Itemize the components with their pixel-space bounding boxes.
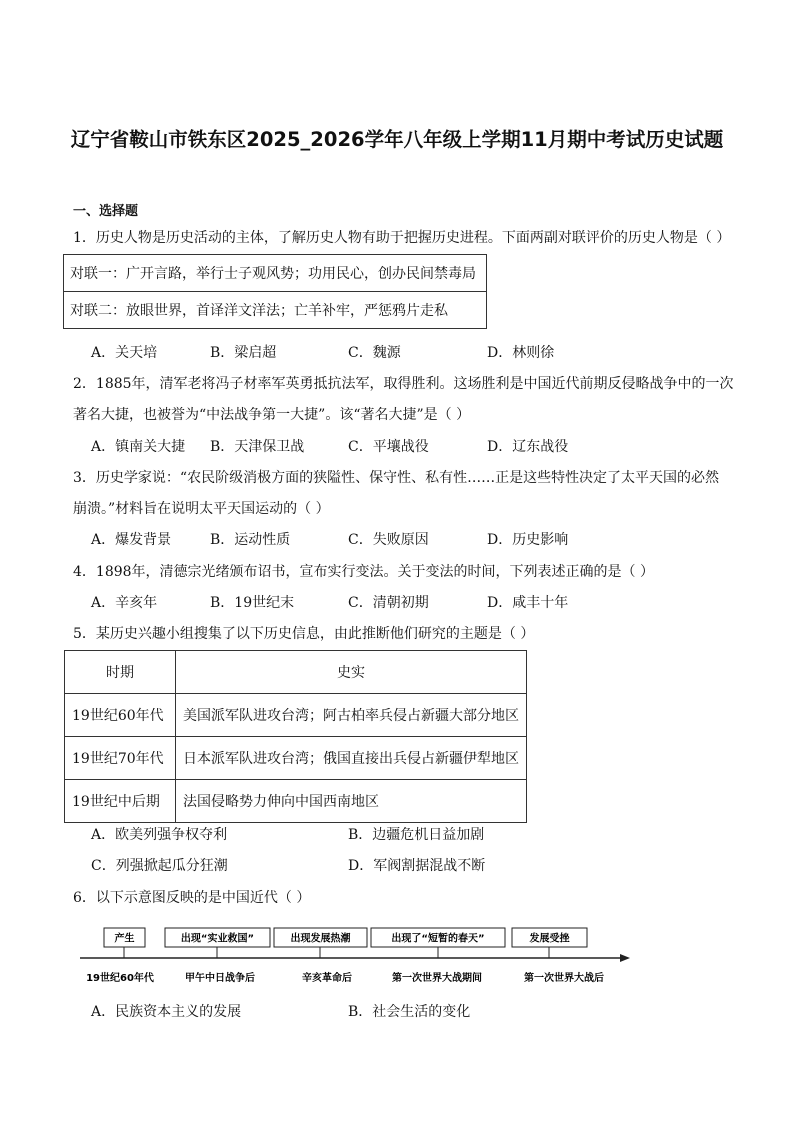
table-cell-period: 19世纪中后期	[65, 780, 176, 823]
q2-option-a[interactable]: A．镇南关大捷	[91, 439, 186, 455]
table-row	[65, 737, 527, 780]
q3-option-a[interactable]: A．爆发背景	[91, 532, 172, 548]
table-cell-fact: 法国侵略势力伸向中国西南地区	[176, 780, 527, 823]
timeline-stage-box	[371, 928, 505, 947]
svg-text:出现发展热潮: 出现发展热潮	[290, 933, 351, 945]
q5-option-a[interactable]: A．欧美列强争权夺利	[91, 827, 228, 843]
q4-option-b[interactable]: B．19世纪末	[210, 595, 295, 611]
table-row	[65, 780, 527, 823]
table-header-facts: 史实	[176, 651, 527, 694]
page-title: 辽宁省鞍山市铁东区2025_2026学年八年级上学期11月期中考试历史试题	[70, 128, 724, 151]
q4-stem: 4．1898年，清德宗光绪颁布诏书，宣布实行变法。关于变法的时间，下列表述正确的是（ ）	[73, 564, 654, 580]
svg-text:产生: 产生	[114, 933, 135, 945]
q5-option-b[interactable]: B．边疆危机日益加剧	[348, 827, 485, 843]
svg-text:出现“实业救国”: 出现“实业救国”	[180, 933, 255, 945]
timeline-stage-box	[165, 928, 270, 947]
q5-stem: 5．某历史兴趣小组搜集了以下历史信息，由此推断他们研究的主题是（ ）	[73, 626, 535, 642]
section-heading: 一、选择题	[73, 204, 139, 219]
q5-facts-table	[64, 650, 527, 823]
timeline-stage-box	[274, 928, 367, 947]
q2-option-d[interactable]: D．辽东战役	[487, 439, 569, 455]
q2-option-b[interactable]: B．天津保卫战	[210, 439, 305, 455]
timeline-period-label: 辛亥革命后	[302, 973, 352, 984]
timeline-period-label: 第一次世界大战期间	[392, 973, 482, 984]
q4-option-d[interactable]: D．咸丰十年	[487, 595, 569, 611]
timeline-period-label: 第一次世界大战后	[524, 973, 604, 984]
q3-option-d[interactable]: D．历史影响	[487, 532, 569, 548]
svg-text:发展受挫: 发展受挫	[529, 933, 570, 945]
q2-option-c[interactable]: C．平壤战役	[348, 439, 429, 455]
svg-text:出现了“短暂的春天”: 出现了“短暂的春天”	[391, 933, 485, 945]
q1-option-b[interactable]: B．梁启超	[210, 345, 277, 361]
table-cell-period: 19世纪60年代	[65, 694, 176, 737]
q3-option-c[interactable]: C．失败原因	[348, 532, 429, 548]
q6-timeline-diagram	[80, 920, 640, 990]
q1-couplet-1: 对联一：广开言路，举行士子观风势；功用民心，创办民间禁毒局	[64, 255, 487, 292]
timeline-stage-box	[512, 928, 587, 947]
q1-stem: 1．历史人物是历史活动的主体，了解历史人物有助于把握历史进程。下面两副对联评价的历史人物是（ ）	[73, 230, 731, 246]
q4-option-c[interactable]: C．清朝初期	[348, 595, 429, 611]
q6-option-b[interactable]: B．社会生活的变化	[348, 1004, 471, 1020]
table-cell-fact: 日本派军队进攻台湾；俄国直接出兵侵占新疆伊犁地区	[176, 737, 527, 780]
timeline-stage-box	[104, 928, 145, 947]
table-row	[65, 694, 527, 737]
q3-option-b[interactable]: B．运动性质	[210, 532, 291, 548]
timeline-period-label: 19世纪60年代	[86, 973, 154, 984]
q1-option-d[interactable]: D．林则徐	[487, 345, 555, 361]
q1-couplet-2: 对联二：放眼世界，首译洋文洋法；亡羊补牢，严惩鸦片走私	[64, 292, 487, 329]
q5-option-c[interactable]: C．列强掀起瓜分狂潮	[91, 858, 228, 874]
q1-couplet-table	[63, 254, 487, 329]
q3-stem-line1: 3．历史学家说：“农民阶级消极方面的狭隘性、保守性、私有性……正是这些特性决定了太平天国的必然	[73, 470, 720, 486]
timeline-arrowhead	[620, 954, 630, 962]
table-cell-period: 19世纪70年代	[65, 737, 176, 780]
q2-stem-line1: 2．1885年，清军老将冯子材率军英勇抵抗法军，取得胜利。这场胜利是中国近代前期反侵略战争中的一次	[73, 376, 734, 392]
q6-stem: 6．以下示意图反映的是中国近代（ ）	[73, 890, 311, 906]
q2-stem-line2: 著名大捷，也被誉为“中法战争第一大捷”。该“著名大捷”是（ ）	[73, 407, 471, 423]
q4-option-a[interactable]: A．辛亥年	[91, 595, 158, 611]
table-header-period: 时期	[65, 651, 176, 694]
q5-option-d[interactable]: D．军阀割据混战不断	[348, 858, 486, 874]
table-header-row	[65, 651, 527, 694]
q1-option-c[interactable]: C．魏源	[348, 345, 401, 361]
table-cell-fact: 美国派军队进攻台湾；阿古柏率兵侵占新疆大部分地区	[176, 694, 527, 737]
q6-option-a[interactable]: A．民族资本主义的发展	[91, 1004, 242, 1020]
timeline-period-label: 甲午中日战争后	[185, 973, 255, 984]
q1-option-a[interactable]: A．关天培	[91, 345, 158, 361]
q3-stem-line2: 崩溃。”材料旨在说明太平天国运动的（ ）	[73, 501, 330, 517]
